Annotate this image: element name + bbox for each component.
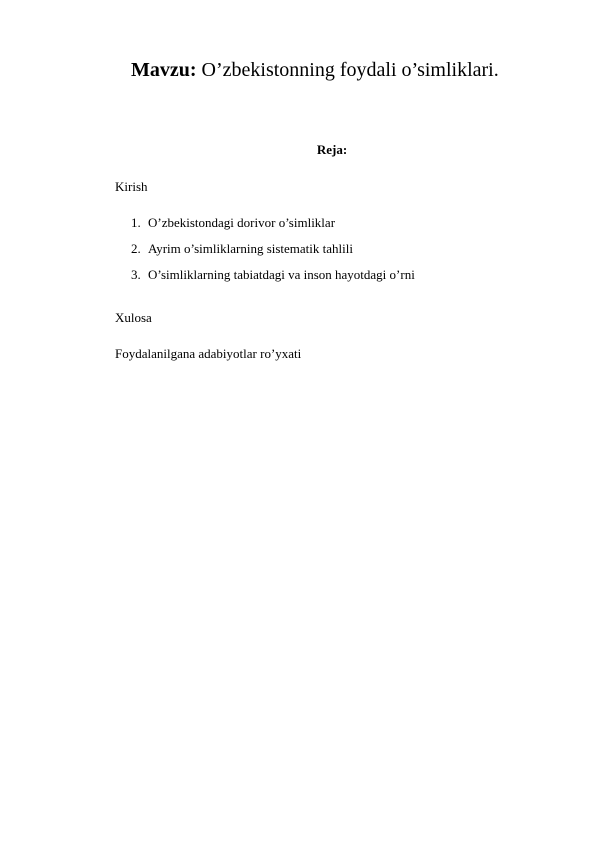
list-item-number: 1. — [131, 215, 141, 230]
list-item-number: 2. — [131, 241, 141, 256]
document-title — [131, 57, 499, 83]
plan-list — [131, 214, 415, 292]
references-line: Foydalanilgana adabiyotlar ro’yxati — [115, 346, 302, 361]
title-label: Mavzu: — [131, 59, 197, 81]
list-item-text: Ayrim o’simliklarning sistematik tahlili — [148, 241, 353, 256]
intro-line: Kirish — [115, 179, 148, 194]
list-item — [131, 240, 415, 266]
conclusion-line: Xulosa — [115, 310, 152, 325]
title-text: O’zbekistonning foydali o’simliklari. — [196, 59, 499, 81]
list-item-number: 3. — [131, 267, 141, 282]
list-item — [131, 214, 415, 240]
list-item-text: O’simliklarning tabiatdagi va inson hayotdagi o’rni — [148, 267, 415, 282]
plan-heading: Reja: — [316, 142, 348, 157]
list-item-text: O’zbekistondagi dorivor o’simliklar — [148, 215, 336, 230]
list-item — [131, 266, 415, 292]
